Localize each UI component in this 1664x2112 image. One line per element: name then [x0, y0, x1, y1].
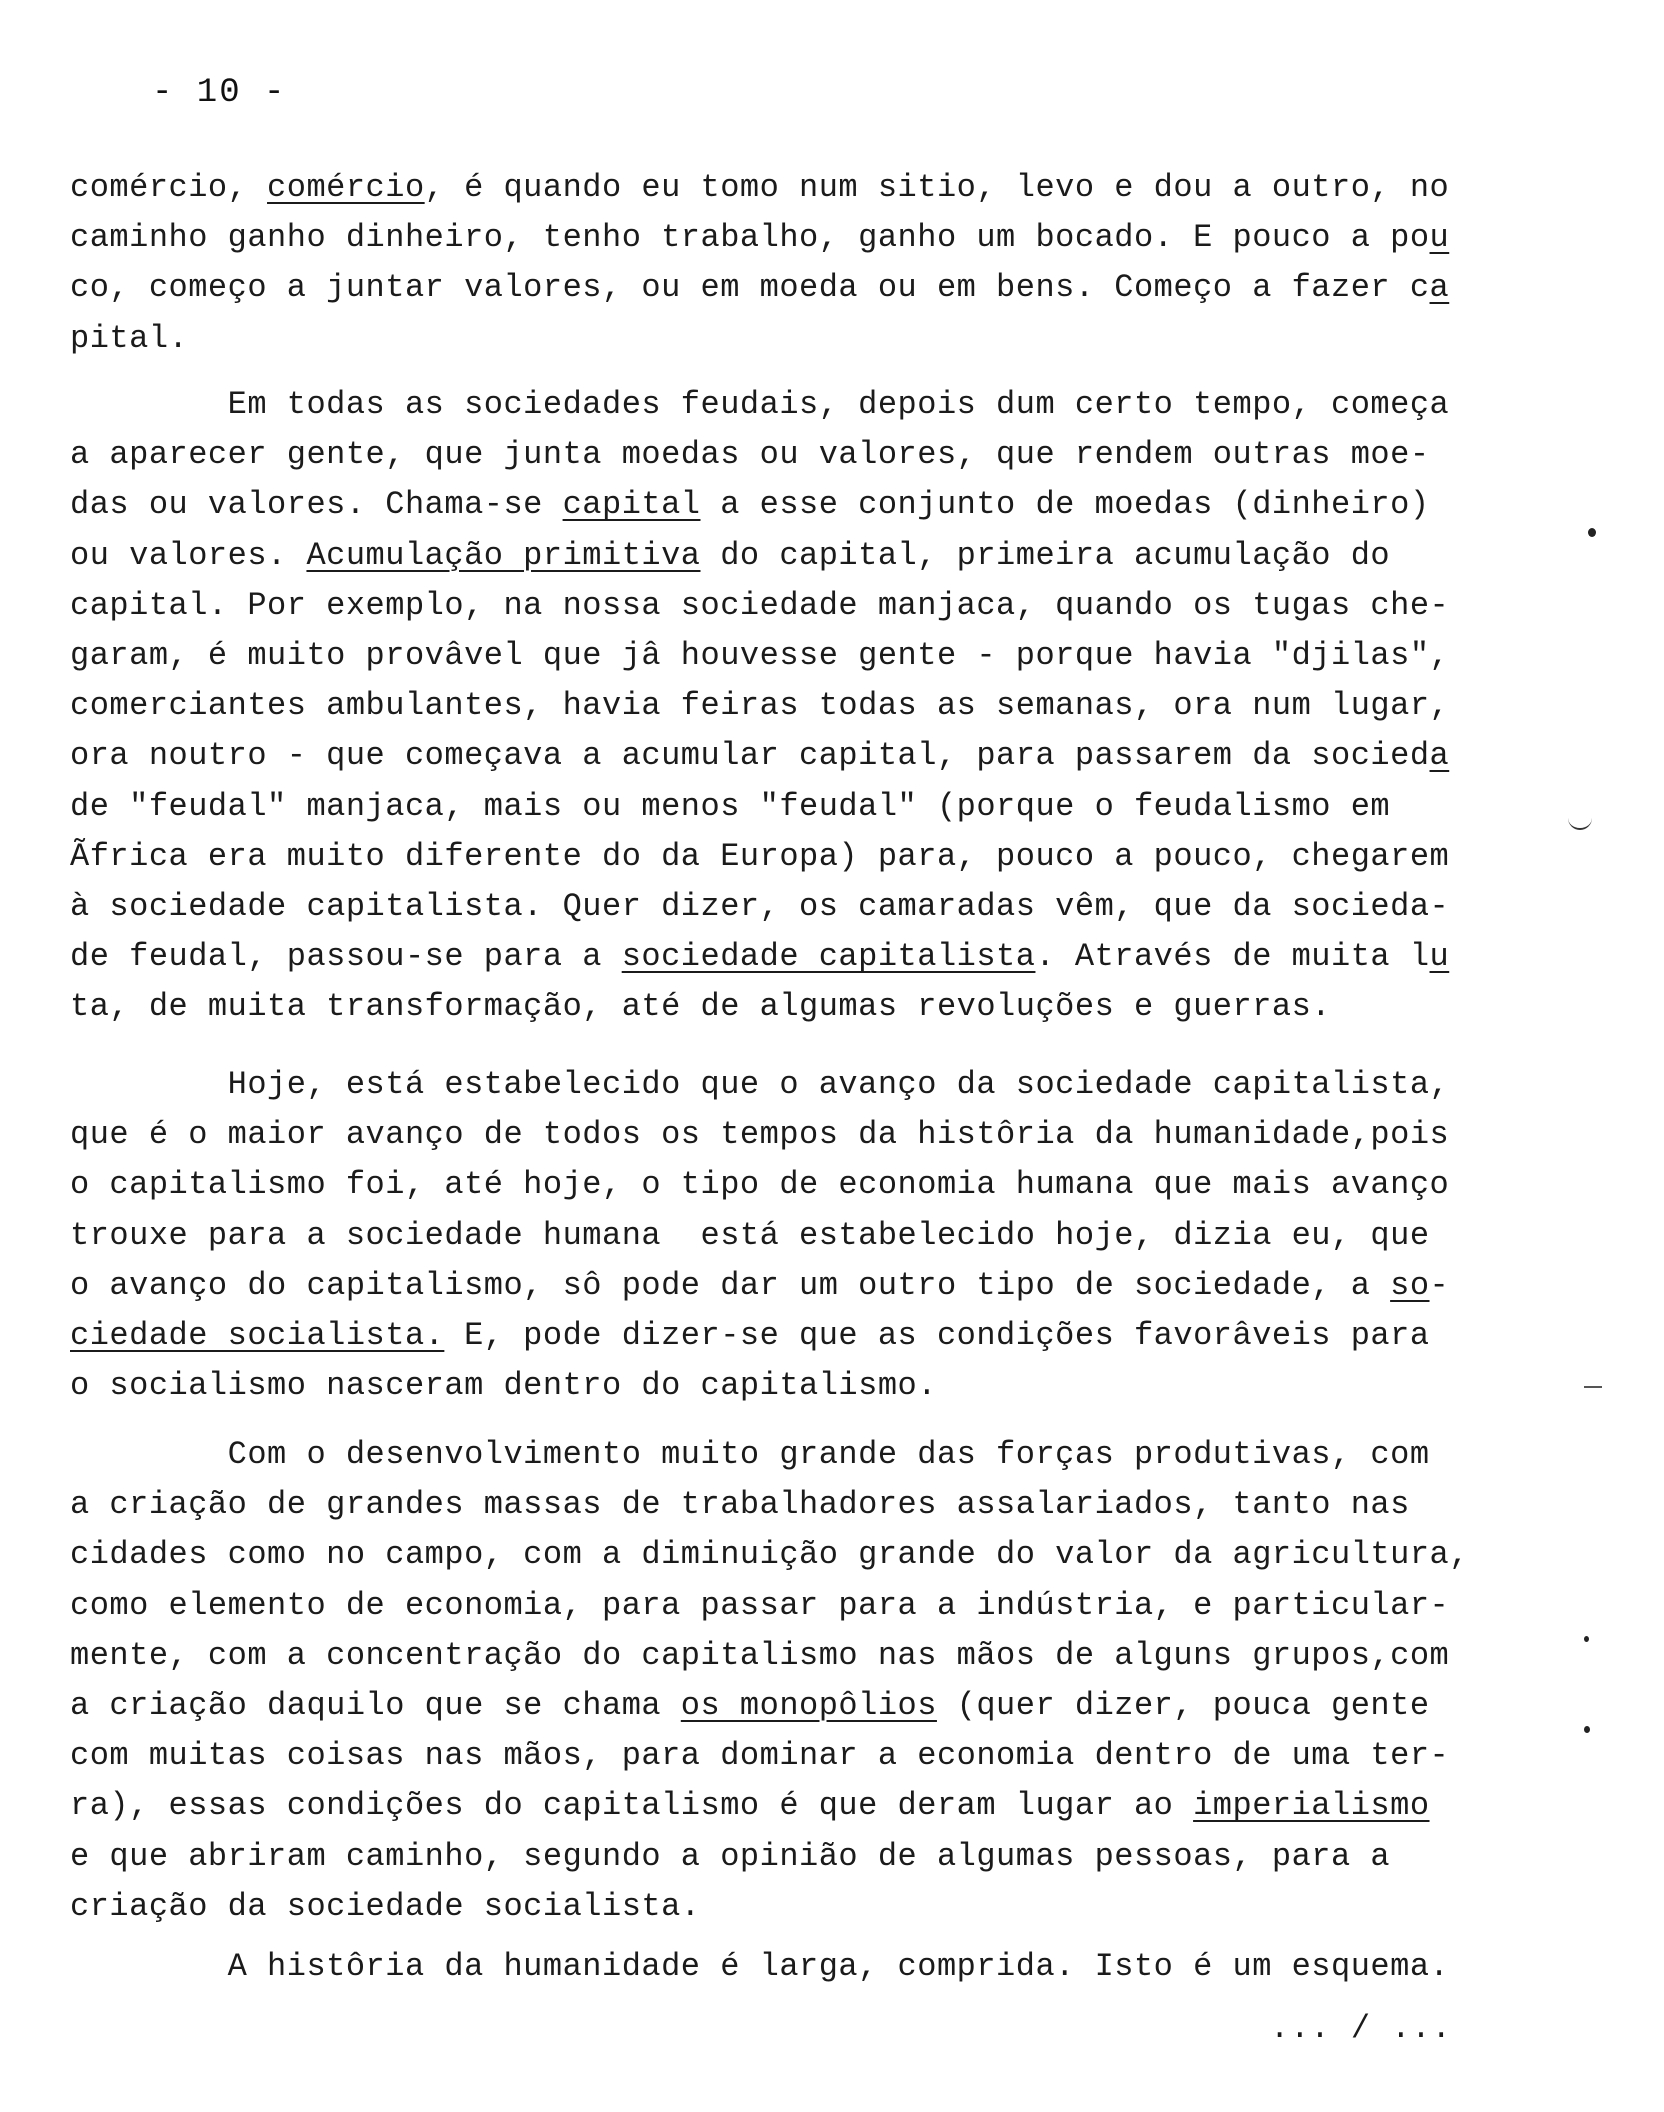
text-line [70, 268, 1449, 308]
text-line [70, 1216, 1430, 1256]
text-run: de feudal, passou-se para a [70, 938, 622, 976]
text-run: o socialismo nasceram dentro do capitalismo. [70, 1367, 937, 1405]
text-line [70, 1636, 1449, 1676]
text-line [70, 1535, 1469, 1575]
text-line [70, 168, 1449, 208]
margin-speck [1584, 1636, 1589, 1642]
underlined-term: capital [562, 486, 701, 524]
text-run: mente, com a concentração do capitalismo nas mãos de alguns grupos,com [70, 1636, 1450, 1674]
text-line [70, 1435, 1430, 1475]
text-run: comerciantes ambulantes, havia feiras todas as semanas, ora num lugar, [70, 687, 1450, 725]
underlined-term: ciedade socialista. [70, 1317, 445, 1354]
text-run: e que abriram caminho, segundo a opinião de algumas pessoas, para a [70, 1837, 1391, 1875]
text-run: ta, de muita transformação, até de algumas revoluções e guerras. [70, 988, 1331, 1026]
text-line [70, 736, 1449, 776]
text-run: Hoje, está estabelecido que o avanço da sociedade capitalista, [70, 1066, 1450, 1103]
text-line [70, 1115, 1449, 1155]
text-run: a esse conjunto de moedas (dinheiro) [700, 486, 1430, 524]
underlined-term: Acumulação primitiva [306, 536, 701, 574]
text-line [70, 636, 1449, 676]
text-run: garam, é muito provâvel que jâ houvesse gente - porque havia "djilas", [70, 637, 1450, 674]
text-line [70, 536, 1390, 576]
text-line [70, 1316, 1430, 1356]
text-line [70, 937, 1449, 977]
text-run: o avanço do capitalismo, sô pode dar um outro tipo de sociedade, a [70, 1266, 1391, 1304]
text-run: trouxe para a sociedade humana está estabelecido hoje, dizia eu, que [70, 1216, 1430, 1254]
text-run: Com o desenvolvimento muito grande das forças produtivas, com [70, 1436, 1430, 1473]
text-run: do capital, primeira acumulação do [700, 536, 1391, 574]
text-line [70, 385, 1449, 425]
underlined-term: u [1429, 219, 1450, 257]
text-run: ra), essas condições do capitalismo é que deram lugar ao [70, 1787, 1194, 1825]
text-line [70, 319, 188, 359]
underlined-term: sociedade capitalista [621, 938, 1036, 976]
text-line [70, 1837, 1390, 1877]
text-run: pital. [70, 319, 189, 357]
text-run: com muitas coisas nas mãos, para dominar a economia dentro de uma ter- [70, 1737, 1450, 1775]
text-line [70, 887, 1449, 927]
text-run: Ãfrica era muito diferente do da Europa) para, pouco a pouco, chegarem [70, 837, 1450, 875]
text-run: das ou valores. Chama-se [70, 486, 563, 524]
text-run: ou valores. [70, 536, 307, 574]
text-line [70, 586, 1449, 626]
text-run: o capitalismo foi, até hoje, o tipo de economia humana que mais avanço [70, 1166, 1450, 1204]
text-line [70, 1686, 1430, 1726]
text-run: ora noutro - que começava a acumular capital, para passarem da socied [70, 737, 1430, 775]
text-run: a criação de grandes massas de trabalhadores assalariados, tanto nas [70, 1486, 1410, 1524]
text-run: que é o maior avanço de todos os tempos da histôria da humanidade,pois [70, 1116, 1450, 1154]
text-line [70, 686, 1449, 726]
text-run: criação da sociedade socialista. [70, 1887, 701, 1925]
text-run: . Através de muita l [1035, 938, 1430, 976]
text-run: - [1429, 1266, 1450, 1304]
text-run: a aparecer gente, que junta moedas ou valores, que rendem outras moe- [70, 436, 1430, 474]
text-run: , é quando eu tomo num sitio, levo e dou a outro, no [424, 169, 1450, 206]
underlined-term: so [1390, 1266, 1430, 1304]
text-line [70, 1586, 1449, 1626]
text-run: co, começo a juntar valores, ou em moeda ou em bens. Começo a fazer c [70, 269, 1430, 307]
text-line [70, 1887, 701, 1927]
underlined-term: os monopôlios [680, 1687, 937, 1724]
underlined-term: u [1429, 938, 1450, 976]
text-line [70, 837, 1449, 877]
text-run: caminho ganho dinheiro, tenho trabalho, ganho um bocado. E pouco a po [70, 219, 1430, 257]
text-run: Em todas as sociedades feudais, depois dum certo tempo, começa [70, 386, 1450, 423]
underlined-term: imperialismo [1193, 1787, 1430, 1825]
text-run: como elemento de economia, para passar para a indústria, e particular- [70, 1586, 1450, 1624]
text-run: comércio, [70, 169, 268, 206]
text-run: cidades como no campo, com a diminuição grande do valor da agricultura, [70, 1536, 1469, 1574]
underlined-term: a [1429, 737, 1450, 775]
text-line [70, 1366, 937, 1406]
text-line [70, 1947, 1449, 1987]
text-line [70, 1266, 1449, 1306]
margin-speck [1584, 1386, 1602, 1388]
page-number: - 10 - [152, 74, 287, 112]
text-line [70, 1736, 1449, 1776]
text-line [70, 435, 1430, 475]
text-run: A histôria da humanidade é larga, comprida. Isto é um esquema. [70, 1948, 1450, 1985]
underlined-term: comércio [267, 169, 425, 206]
margin-speck [1584, 1726, 1590, 1733]
text-line [70, 485, 1430, 525]
text-line [70, 1065, 1449, 1105]
text-line [70, 787, 1390, 827]
margin-speck [1568, 818, 1592, 830]
margin-speck [1588, 528, 1596, 537]
continuation-mark: ... / ... [1270, 2010, 1452, 2047]
text-line [70, 1165, 1449, 1205]
text-line [70, 218, 1449, 258]
text-line [70, 1485, 1410, 1525]
text-line [70, 987, 1331, 1027]
text-run: (quer dizer, pouca gente [936, 1687, 1430, 1724]
text-run: a criação daquilo que se chama [70, 1687, 681, 1724]
text-run: E, pode dizer-se que as condições favorâveis para [444, 1317, 1430, 1354]
text-run: capital. Por exemplo, na nossa sociedade manjaca, quando os tugas che- [70, 586, 1450, 624]
text-run: à sociedade capitalista. Quer dizer, os camaradas vêm, que da socieda- [70, 888, 1450, 925]
text-line [70, 1786, 1430, 1826]
underlined-term: a [1429, 269, 1450, 307]
text-run: de "feudal" manjaca, mais ou menos "feudal" (porque o feudalismo em [70, 787, 1391, 825]
